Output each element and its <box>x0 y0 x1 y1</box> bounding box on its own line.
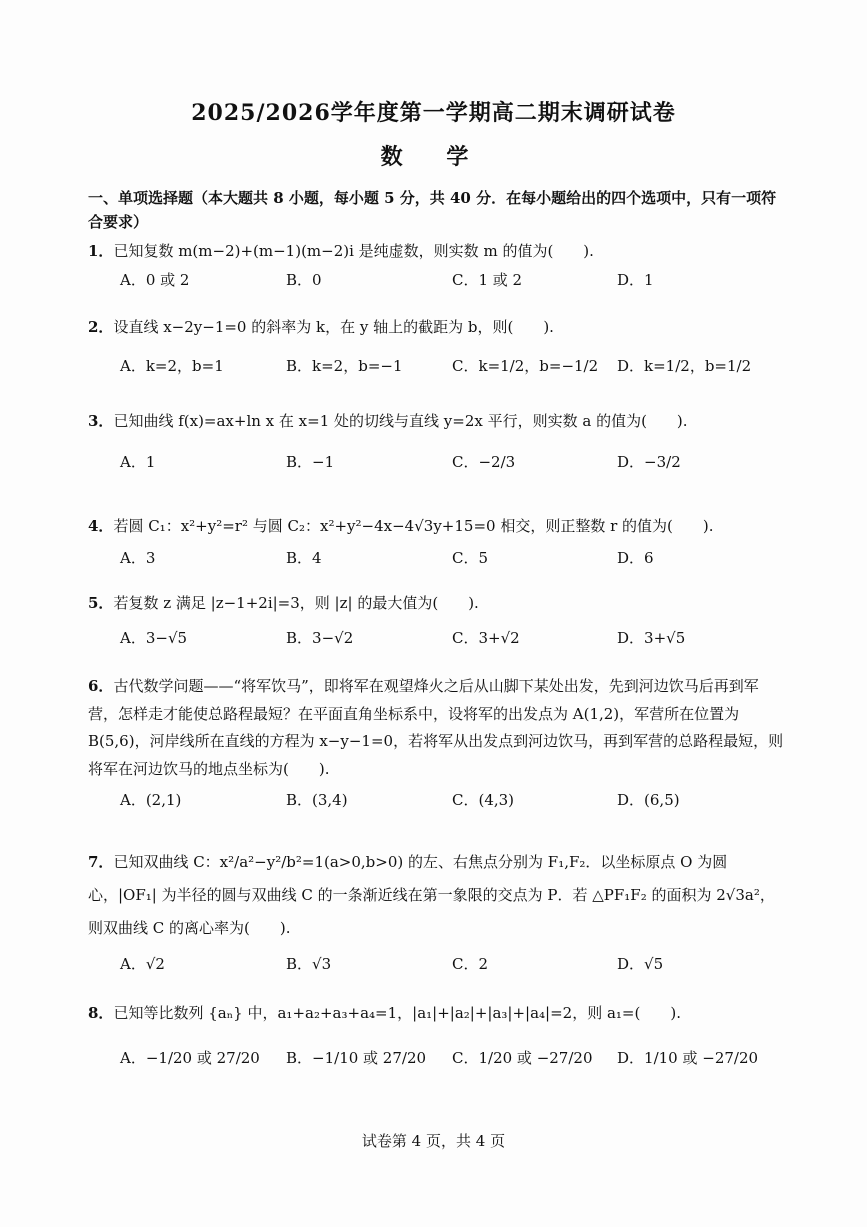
question-3 <box>88 408 788 435</box>
question-8 <box>88 1000 788 1027</box>
option-c[interactable]: C．1/20 或 −27/20 <box>452 1048 593 1067</box>
question-3-options <box>120 444 760 478</box>
question-text: 若复数 z 满足 |z−1+2i|=3，则 |z| 的最大值为( ). <box>113 594 479 612</box>
question-number: 7． <box>88 853 114 871</box>
question-4-options <box>120 540 760 574</box>
question-text: 已知复数 m(m−2)+(m−1)(m−2)i 是纯虚数，则实数 m 的值为( ). <box>113 242 594 260</box>
option-c[interactable]: C．1 或 2 <box>452 270 523 289</box>
option-c[interactable]: C．2 <box>452 954 489 973</box>
question-6-options <box>120 782 760 816</box>
option-b[interactable]: B．k=2，b=−1 <box>286 356 403 375</box>
question-number: 4． <box>88 517 114 535</box>
option-b[interactable]: B．(3,4) <box>286 790 348 809</box>
option-d[interactable]: D．−3/2 <box>617 452 681 471</box>
option-b[interactable]: B．3−√2 <box>286 628 354 647</box>
question-text: 设直线 x−2y−1=0 的斜率为 k，在 y 轴上的截距为 b，则( ). <box>113 318 554 336</box>
option-b[interactable]: B．√3 <box>286 954 332 973</box>
question-8-options <box>120 1040 760 1074</box>
question-4 <box>88 513 788 540</box>
page-footer: 试卷第 4 页，共 4 页 <box>361 1132 506 1150</box>
option-a[interactable]: A．3−√5 <box>120 628 188 647</box>
option-c[interactable]: C．k=1/2，b=−1/2 <box>452 356 599 375</box>
option-a[interactable]: A．1 <box>120 452 156 471</box>
option-c[interactable]: C．−2/3 <box>452 452 516 471</box>
option-a[interactable]: A．(2,1) <box>120 790 182 809</box>
option-d[interactable]: D．√5 <box>617 954 664 973</box>
option-c[interactable]: C．3+√2 <box>452 628 520 647</box>
question-7-options <box>120 946 760 980</box>
option-b[interactable]: B．4 <box>286 548 322 567</box>
question-text: 若圆 C₁：x²+y²=r² 与圆 C₂：x²+y²−4x−4√3y+15=0 相交，则正整数 r 的值为( ). <box>113 517 714 535</box>
option-a[interactable]: A．√2 <box>120 954 165 973</box>
option-b[interactable]: B．−1 <box>286 452 335 471</box>
question-number: 2． <box>88 318 114 336</box>
option-d[interactable]: D．1/10 或 −27/20 <box>617 1048 759 1067</box>
question-text: 古代数学问题——“将军饮马”，即将军在观望烽火之后从山脚下某处出发，先到河边饮马后再到军营，怎样走才能使总路程最短？在平面直角坐标系中，设将军的出发点为 A(1,2)，军营所在位置为 B(5,6)，河岸线所在直线的方程为 x−y−1=0，若将军从出发点到河边饮马，再到军营的总路程最短，则将军在河边饮马的地点坐标为( ). <box>88 677 784 778</box>
option-d[interactable]: D．1 <box>617 270 654 289</box>
exam-title: 2025/2026学年度第一学期高二期末调研试卷 <box>191 100 676 126</box>
question-number: 1． <box>88 242 114 260</box>
question-2 <box>88 314 788 341</box>
option-a[interactable]: A．−1/20 或 27/20 <box>120 1048 260 1067</box>
option-b[interactable]: B．−1/10 或 27/20 <box>286 1048 427 1067</box>
question-1 <box>88 238 788 265</box>
option-a[interactable]: A．k=2，b=1 <box>120 356 224 375</box>
option-d[interactable]: D．3+√5 <box>617 628 686 647</box>
question-2-options <box>120 348 760 382</box>
option-a[interactable]: A．3 <box>120 548 156 567</box>
question-text: 已知等比数列 {aₙ} 中，a₁+a₂+a₃+a₄=1，|a₁|+|a₂|+|a₃|+|a₄|=2，则 a₁=( ). <box>113 1004 681 1022</box>
question-text: 已知双曲线 C：x²/a²−y²/b²=1(a>0,b>0) 的左、右焦点分别为 F₁,F₂．以坐标原点 O 为圆心，|OF₁| 为半径的圆与双曲线 C 的一条渐近线在第一象限的交点为 P．若 △PF₁F₂ 的面积为 2√3a²，则双曲线 C 的离心率为( ). <box>88 853 775 937</box>
option-c[interactable]: C．5 <box>452 548 489 567</box>
exam-subject: 数 学 <box>380 144 487 170</box>
option-a[interactable]: A．0 或 2 <box>120 270 190 289</box>
question-6 <box>88 673 788 783</box>
question-5 <box>88 590 788 617</box>
option-b[interactable]: B．0 <box>286 270 322 289</box>
option-d[interactable]: D．6 <box>617 548 654 567</box>
question-5-options <box>120 620 760 654</box>
option-c[interactable]: C．(4,3) <box>452 790 515 809</box>
question-number: 6． <box>88 677 114 695</box>
question-7 <box>88 846 788 945</box>
question-number: 5． <box>88 594 114 612</box>
question-number: 8． <box>88 1004 114 1022</box>
option-d[interactable]: D．(6,5) <box>617 790 680 809</box>
question-text: 已知曲线 f(x)=ax+ln x 在 x=1 处的切线与直线 y=2x 平行，则实数 a 的值为( ). <box>113 412 688 430</box>
option-d[interactable]: D．k=1/2，b=1/2 <box>617 356 752 375</box>
question-1-options <box>120 262 760 296</box>
question-number: 3． <box>88 412 114 430</box>
section-heading: 一、单项选择题（本大题共 8 小题，每小题 5 分，共 40 分．在每小题给出的四个选项中，只有一项符合要求） <box>88 189 777 231</box>
